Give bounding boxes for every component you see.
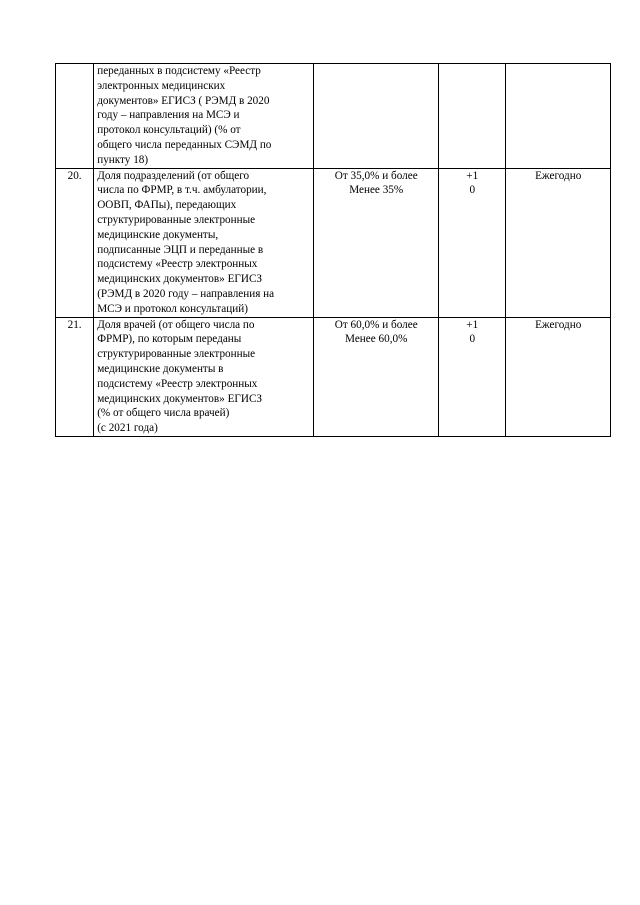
periodicity: Ежегодно <box>506 317 611 436</box>
indicator-text: переданных в подсистему «Реестр электронных медицинских документов» ЕГИСЗ ( РЭМД в 2020 году – направления на МСЭ и протокол консультаций) (% от общего числа переданных СЭМД по пункту 18) <box>94 64 314 169</box>
threshold-values <box>314 64 439 169</box>
threshold-values: От 60,0% и более Менее 60,0% <box>314 317 439 436</box>
score-values <box>439 64 506 169</box>
row-number: 20. <box>56 168 94 317</box>
table-row <box>56 317 611 436</box>
row-number <box>56 64 94 169</box>
periodicity <box>506 64 611 169</box>
indicator-text: Доля врачей (от общего числа по ФРМР), по которым переданы структурированные электронные медицинские документы в подсистему «Реестр электронных медицинских документов» ЕГИСЗ (% от общего числа врачей) (с 2021 года) <box>94 317 314 436</box>
row-number: 21. <box>56 317 94 436</box>
table-row <box>56 168 611 317</box>
threshold-values: От 35,0% и более Менее 35% <box>314 168 439 317</box>
score-values: +1 0 <box>439 168 506 317</box>
indicators-table <box>55 63 611 437</box>
indicator-text: Доля подразделений (от общего числа по ФРМР, в т.ч. амбулатории, ООВП, ФАПы), передающих структурированные электронные медицинские документы, подписанные ЭЦП и переданные в подсистему «Реестр электронных медицинских документов» ЕГИСЗ (РЭМД в 2020 году – направления на МСЭ и протокол консультаций) <box>94 168 314 317</box>
table-row <box>56 64 611 169</box>
periodicity: Ежегодно <box>506 168 611 317</box>
score-values: +1 0 <box>439 317 506 436</box>
